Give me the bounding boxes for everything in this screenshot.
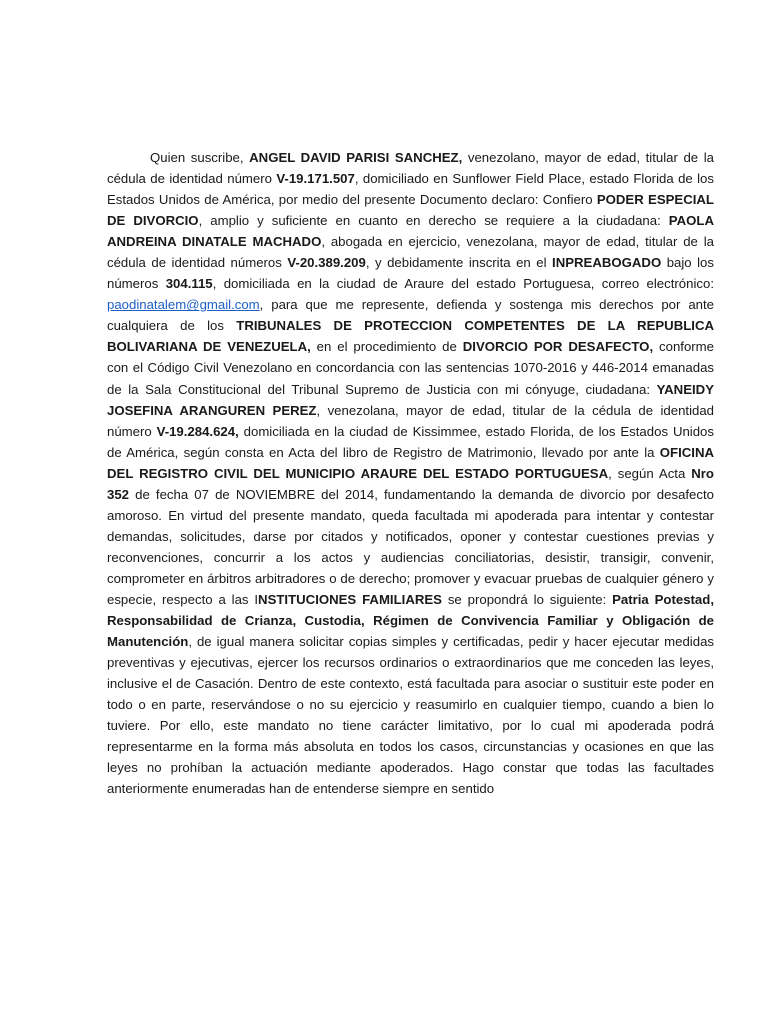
text-segment: de fecha 07 de NOVIEMBRE del 2014, fundamentando la demanda de divorcio por desafecto amoroso. En virtud del presente mandato, queda facultada mi apoderada para intentar y contestar demandas, solicitudes, darse por citados y notificados, oponer y contestar cuestiones previas y reconvenciones, concurrir a los actos y audiencias conciliatorias, desistir, transigir, convenir, comprometer en árbitros arbitradores o de derecho; promover y evacuar pruebas de cualquier género y especie, respecto a las I [107, 486, 714, 607]
text-segment: , abogada en ejercicio, venezolana, mayor de edad, titular de la cédula de identidad números [107, 234, 714, 271]
bold-text-segment: Patria Potestad, Responsabilidad de Crianza, Custodia, Régimen de Convivencia Familiar y Obligación de Manutención [107, 591, 714, 650]
text-segment: , según Acta [608, 465, 692, 481]
text-segment: , para que me represente, defienda y sostenga mis derechos por ante cualquiera de los [107, 297, 714, 334]
bold-text-segment: NSTITUCIONES FAMILIARES [258, 591, 442, 607]
bold-text-segment: YANEIDY JOSEFINA ARANGUREN PEREZ [107, 381, 714, 418]
text-segment: , venezolana, mayor de edad, titular de la cédula de identidad número [107, 402, 714, 439]
text-segment: venezolano, mayor de edad, titular de la cédula de identidad número [107, 150, 714, 187]
bold-text-segment: TRIBUNALES DE PROTECCION COMPETENTES DE LA REPUBLICA BOLIVARIANA DE VENEZUELA, [107, 318, 714, 355]
bold-text-segment: ANGEL DAVID PARISI SANCHEZ, [249, 150, 463, 165]
bold-text-segment: INPREABOGADO [552, 255, 662, 271]
bold-text-segment: Nro 352 [107, 465, 714, 502]
bold-text-segment: V-20.389.209 [287, 255, 366, 271]
email-link[interactable]: paodinatalem@gmail.com [107, 297, 260, 313]
text-segment: , domiciliada en la ciudad de Araure del estado Portuguesa, correo electrónico: [212, 276, 714, 292]
bold-text-segment: 304.115 [165, 276, 213, 292]
bold-text-segment: V-19.284.624, [156, 423, 239, 439]
text-segment: bajo los números [107, 255, 714, 292]
bold-text-segment: OFICINA DEL REGISTRO CIVIL DEL MUNICIPIO ARAURE DEL ESTADO PORTUGUESA [107, 444, 714, 481]
text-segment: , y debidamente inscrita en el [365, 255, 553, 271]
bold-text-segment: DIVORCIO POR DESAFECTO, [462, 339, 654, 355]
text-segment: Quien suscribe, [150, 150, 250, 165]
text-segment: , amplio y suficiente en cuanto en derecho se requiere a la ciudadana: [198, 213, 669, 229]
bold-text-segment: V-19.171.507 [276, 171, 355, 187]
text-segment: , de igual manera solicitar copias simples y certificadas, pedir y hacer ejecutar medidas preventivas y ejecutivas, ejercer los recursos ordinarios o extraordinarios que me conceden las leyes, inclusive el de Casación. Dentro de este contexto, está facultada para asociar o sustituir este poder en todo o en parte, reservándose o no su ejercicio y reasumirlo en cualquier tiempo, cuando a bien lo tuviere. Por ello, este mandato no tiene carácter limitativo, por lo cual mi apoderada podrá representarme en la forma más absoluta en todos los casos, circunstancias y ocasiones en que las leyes no prohíban la actuación mediante apoderados. Hago constar que todas las facultades anteriormente enumeradas han de entenderse siempre en sentido [107, 634, 714, 797]
text-segment: en el procedimiento de [310, 339, 463, 355]
text-segment: domiciliada en la ciudad de Kissimmee, estado Florida, de los Estados Unidos de América, según consta en Acta del libro de Registro de Matrimonio, llevado por ante la [107, 423, 714, 460]
text-segment: se propondrá lo siguiente: [441, 591, 613, 607]
text-segment: , domiciliado en Sunflower Field Place, estado Florida de los Estados Unidos de América, por medio del presente Documento declaro: Confiero [107, 171, 714, 208]
bold-text-segment: PODER ESPECIAL DE DIVORCIO [107, 192, 714, 229]
power-of-attorney-paragraph [107, 147, 714, 799]
bold-text-segment: PAOLA ANDREINA DINATALE MACHADO [107, 213, 714, 250]
text-segment: conforme con el Código Civil Venezolano en concordancia con las sentencias 1070-2016 y 446-2014 emanadas de la Sala Constitucional del Tribunal Supremo de Justicia con mi cónyuge, ciudadana: [107, 339, 714, 397]
